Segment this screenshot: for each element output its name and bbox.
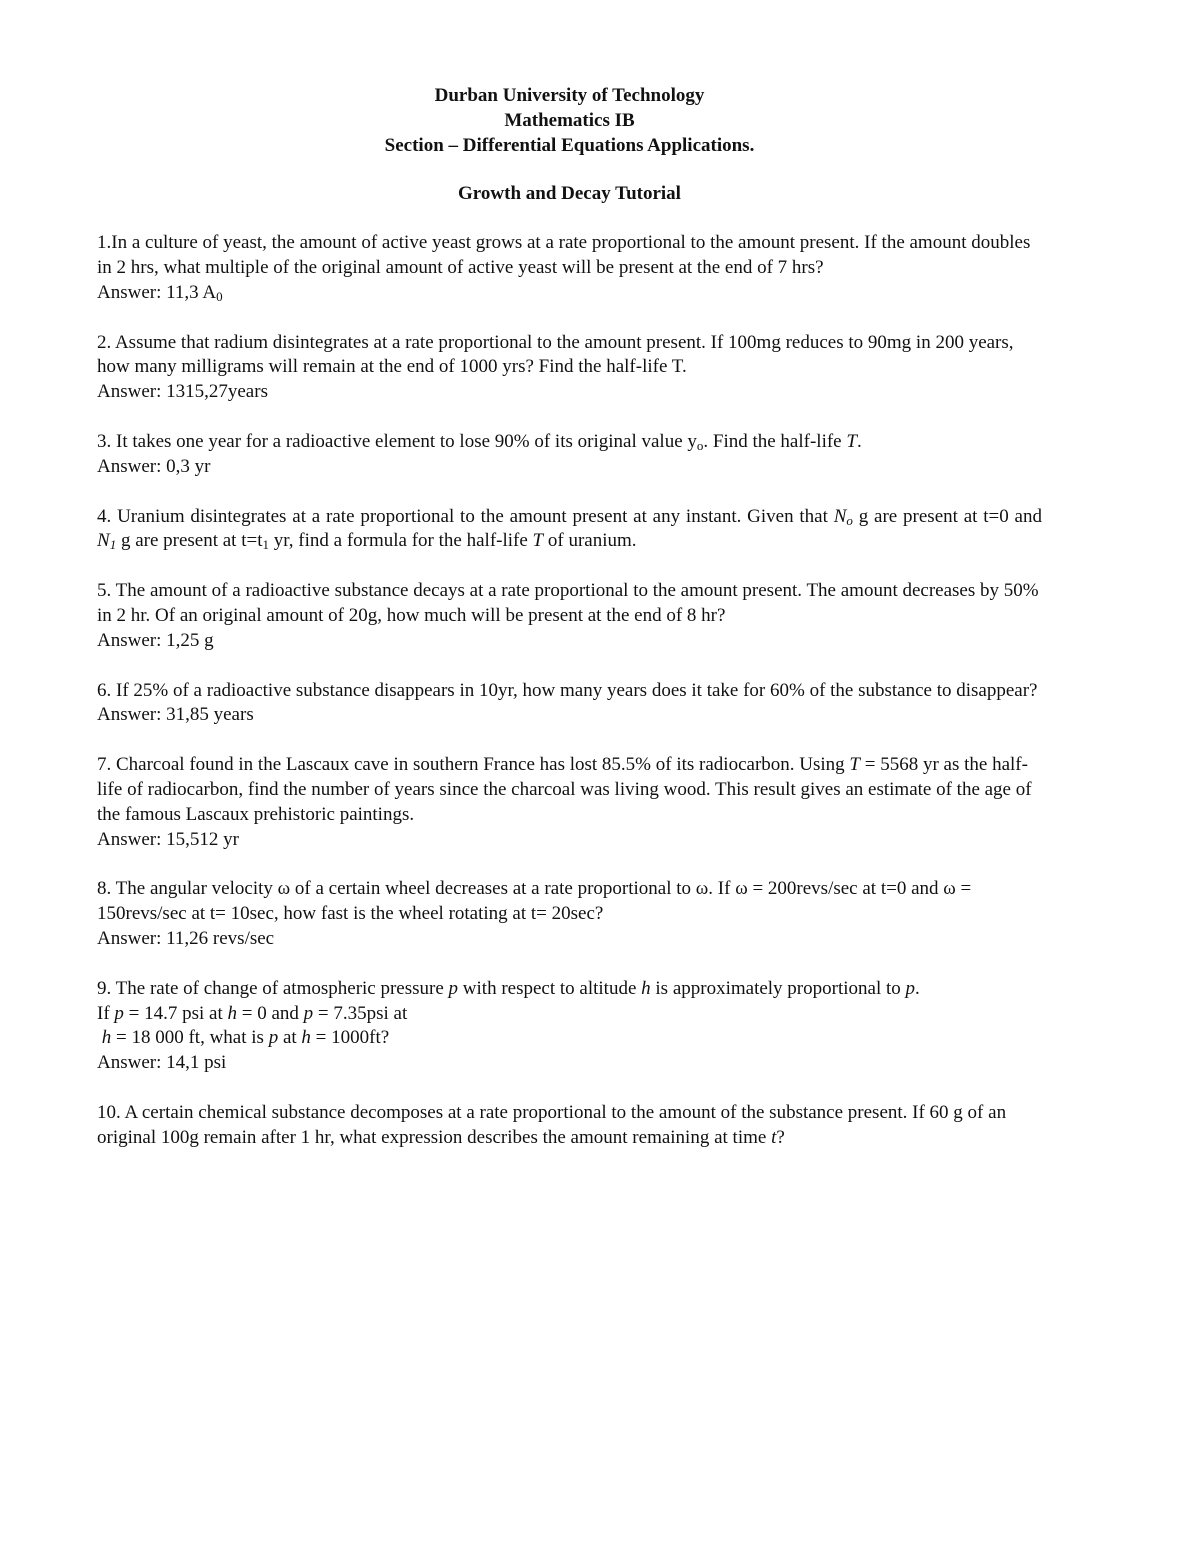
question-text: 7. Charcoal found in the Lascaux cave in southern France has lost 85.5% of its radiocarbon. Using T = 5568 yr as the half-life of radiocarbon, find the number of years since the charcoal was living wood. This result gives an estimate of the age of the famous Lascaux prehistoric paintings. <box>97 754 1032 825</box>
question-text-line-1: 9. The rate of change of atmospheric pressure p with respect to altitude h is approximately proportional to p. <box>97 977 920 999</box>
tutorial-title: Growth and Decay Tutorial <box>458 183 681 205</box>
question-9 <box>97 977 1042 1076</box>
question-2 <box>97 331 1042 405</box>
question-text: 1.In a culture of yeast, the amount of active yeast grows at a rate proportional to the amount present. If the amount doubles in 2 hrs, what multiple of the original amount of active yeast will be present at the end of 7 hrs? <box>97 232 1031 278</box>
question-text: 5. The amount of a radioactive substance decays at a rate proportional to the amount present. The amount decreases by 50% in 2 hr. Of an original amount of 20g, how much will be present at the end of 8 hr? <box>97 580 1039 626</box>
question-text-line-2: If p = 14.7 psi at h = 0 and p = 7.35psi at <box>97 1002 408 1024</box>
question-5 <box>97 579 1042 653</box>
question-4 <box>97 505 1042 555</box>
answer: Answer: 14,1 psi <box>97 1052 227 1074</box>
question-8 <box>97 877 1042 951</box>
question-text: 2. Assume that radium disintegrates at a rate proportional to the amount present. If 100mg reduces to 90mg in 200 years, how many milligrams will remain at the end of 1000 yrs? Find the half-life T. <box>97 331 1014 378</box>
question-7 <box>97 753 1042 852</box>
answer: Answer: 31,85 years <box>97 704 254 726</box>
answer: Answer: 11,26 revs/sec <box>97 927 275 949</box>
question-text: 3. It takes one year for a radioactive element to lose 90% of its original value $y_o$. Find the half-life T. <box>97 430 862 453</box>
answer: Answer: 15,512 yr <box>97 828 239 850</box>
question-text: 6. If 25% of a radioactive substance disappears in 10yr, how many years does it take for 60% of the substance to disappear? <box>97 679 1038 701</box>
question-text: 4. Uranium disintegrates at a rate proportional to the amount present at any instant. Given that $N_o$ g are present at t=0 and $N_1$ g are present at $t=t_1$ yr, find a formula for the half-life T of uranium. <box>97 505 1042 553</box>
question-text: 8. The angular velocity ω of a certain wheel decreases at a rate proportional to ω. If ω = 200revs/sec at t=0 and ω = 150revs/sec at t= 10sec, how fast is the wheel rotating at t= 20sec? <box>97 878 972 925</box>
question-6 <box>97 679 1042 729</box>
course-name: Mathematics IB <box>504 109 635 131</box>
question-text-line-3: h = 18 000 ft, what is p at h = 1000ft? <box>101 1027 390 1049</box>
document-page <box>97 84 1042 1151</box>
question-1 <box>97 231 1042 305</box>
answer: Answer: 1,25 g <box>97 629 214 651</box>
document-header <box>97 84 1042 158</box>
answer: Answer: 1315,27years <box>97 381 268 403</box>
institution-name: Durban University of Technology <box>434 85 705 106</box>
question-3 <box>97 430 1042 480</box>
question-10 <box>97 1101 1042 1151</box>
answer: Answer: 11,3 $A_0$ <box>97 281 223 304</box>
answer: Answer: 0,3 yr <box>97 455 211 477</box>
question-text: 10. A certain chemical substance decomposes at a rate proportional to the amount of the substance present. If 60 g of an original 100g remain after 1 hr, what expression describes the amount remaining at time t? <box>97 1101 1007 1148</box>
section-title: Section – Differential Equations Applications. <box>384 134 755 156</box>
